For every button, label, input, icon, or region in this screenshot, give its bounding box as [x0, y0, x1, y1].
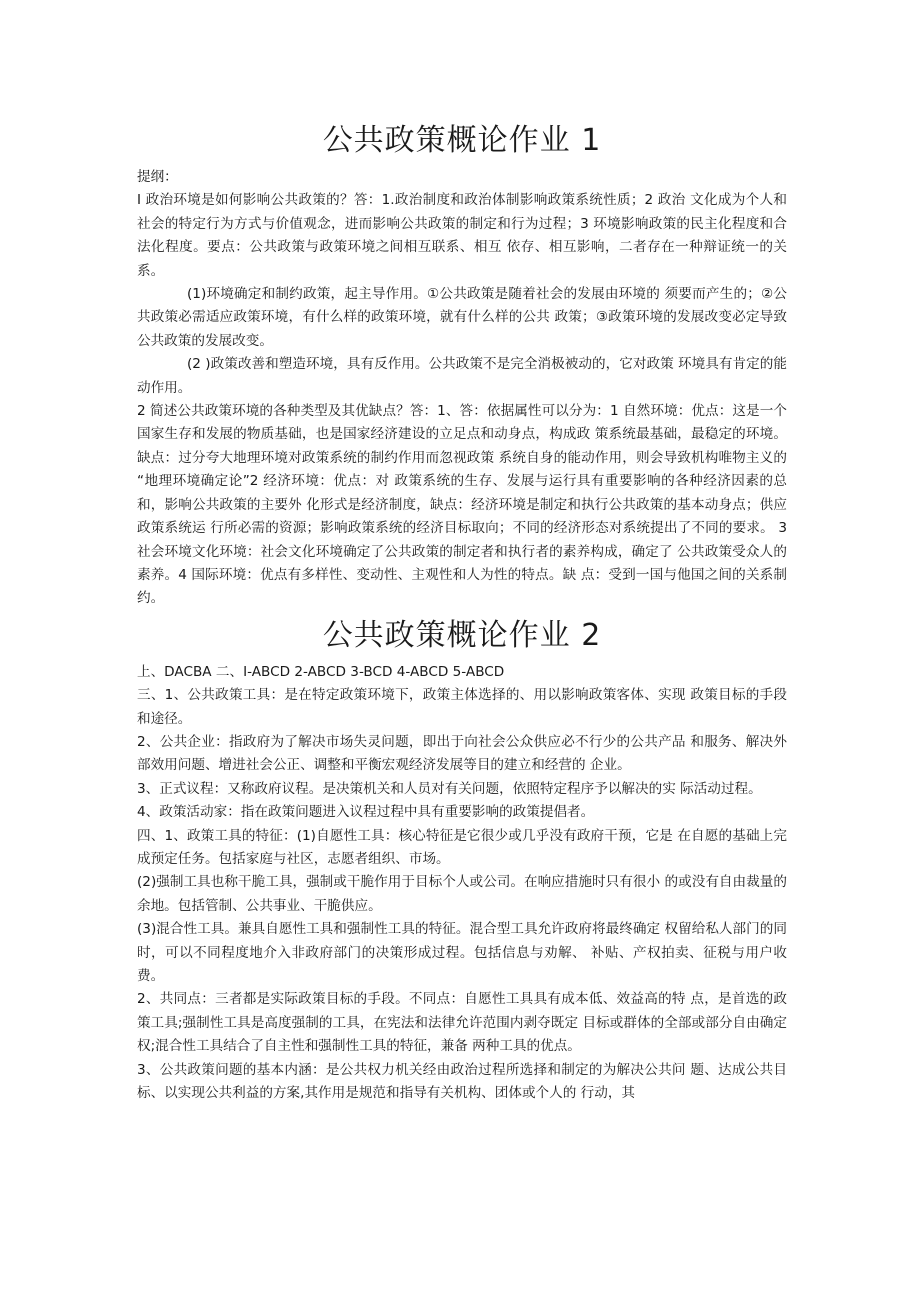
- question-2-paragraph: 2 简述公共政策环境的各种类型及其优缺点？答：1、答：依据属性可以分为：1 自然环境：优点：这是一个国家生存和发展的物质基础，也是国家经济建设的立足点和动身点，构成政 策系统最基础，最稳定的环境。缺点：过分夸大地理环境对政策系统的制约作用而忽视政策 系统自身的能动作用，则会导致机构唯物主义的 “地理环境确定论”2 经济环境：优点：对 政策系统的生存、发展与运行具有重要影响的各种经济因素的总和，影响公共政策的主要外 化形式是经济制度，缺点：经济环境是制定和执行公共政策的基本动身点；供应政策系统运 行所必需的资源；影响政策系统的经济目标取向；不同的经济形态对系统提出了不同的要求。 3 社会环境文化环境：社会文化环境确定了公共政策的制定者和执行者的素养构成，确定了 公共政策受众人的素养。4 国际环境：优点有多样性、变动性、主观性和人为性的特点。缺 点：受到一国与他国之间的关系制约。: [137, 403, 787, 607]
- homework-1-title: 公共政策概论作业 1: [322, 123, 602, 158]
- tools-feature-voluntary: 四、1、政策工具的特征：(1)自愿性工具：核心特征是它很少或几乎没有政府干预，它是 在自愿的基础上完成预定任务。包括家庭与社区，志愿者组织、市场。: [137, 827, 787, 867]
- question-1-paragraph: I 政治环境是如何影响公共政策的？答：1.政治制度和政治体制影响政策系统性质；2 政治 文化成为个人和社会的特定行为方式与价值观念，进而影响公共政策的制定和行为过程；3 环境影响政策的民主化程度和合法化程度。要点：公共政策与政策环境之间相互联系、相互 依存、相互影响，二者存在一种辩证统一的关系。: [137, 192, 787, 279]
- tools-feature-mixed: (3)混合性工具。兼具自愿性工具和强制性工具的特征。混合型工具允许政府将最终确定 权留给私人部门的同时，可以不同程度地介入非政府部门的决策形成过程。包括信息与劝解、 补贴、产权拍卖、征税与用户收费。: [137, 921, 787, 984]
- homework-2-title: 公共政策概论作业 2: [322, 617, 602, 653]
- definition-formal-agenda: 3、正式议程：又称政府议程。是决策机关和人员对有关问题，依照特定程序予以解决的实 际活动过程。: [137, 780, 762, 797]
- definition-public-enterprise: 2、公共企业：指政府为了解决市场失灵问题，即出于向社会公众供应必不行少的公共产品 和服务、解决外部效用问题、增进社会公正、调整和平衡宏观经济发展等目的建立和经营的 企业。: [137, 733, 787, 774]
- answer-key-line: 上、DACBA 二、I-ABCD 2-ABCD 3-BCD 4-ABCD 5-ABCD: [137, 663, 505, 680]
- tools-feature-compulsory: (2)强制工具也称干脆工具，强制或干脆作用于目标个人或公司。在响应措施时只有很小 的或没有自由裁量的余地。包括管制、公共事业、干脆供应。: [137, 874, 787, 914]
- point-1-paragraph: (1)环境确定和制约政策，起主导作用。①公共政策是随着社会的发展由环境的 须要而产生的；②公共政策必需适应政策环境，有什么样的政策环境，就有什么样的公共 政策；③政策环境的发展改变必定导致公共政策的发展改变。: [137, 286, 787, 349]
- definition-policy-activist: 4、政策活动家：指在政策问题进入议程过程中具有重要影响的政策提倡者。: [137, 804, 595, 821]
- tools-comparison: 2、共同点：三者都是实际政策目标的手段。不同点：自愿性工具具有成本低、效益高的特 点，是首选的政策工具;强制性工具是高度强制的工具，在宪法和法律允许范围内剥夺既定 目标或群体的全部或部分自由确定权;混合性工具结合了自主性和强制性工具的特征，兼备 两种工具的优点。: [137, 991, 787, 1055]
- policy-problem-connotation: 3、公共政策问题的基本内涵：是公共权力机关经由政治过程所选择和制定的为解决公共问 题、达成公共目标、以实现公共利益的方案,其作用是规范和指导有关机构、团体或个人的 行动，其: [137, 1061, 787, 1102]
- outline-label: 提纲：: [137, 169, 178, 185]
- document-page: [137, 118, 787, 1105]
- point-2-paragraph: (2 )政策改善和塑造环境，具有反作用。公共政策不是完全消极被动的，它对政策 环境具有肯定的能动作用。: [137, 356, 787, 396]
- definition-policy-tools: 三、1、公共政策工具：是在特定政策环境下，政策主体选择的、用以影响政策客体、实现 政策目标的手段和途径。: [137, 687, 787, 727]
